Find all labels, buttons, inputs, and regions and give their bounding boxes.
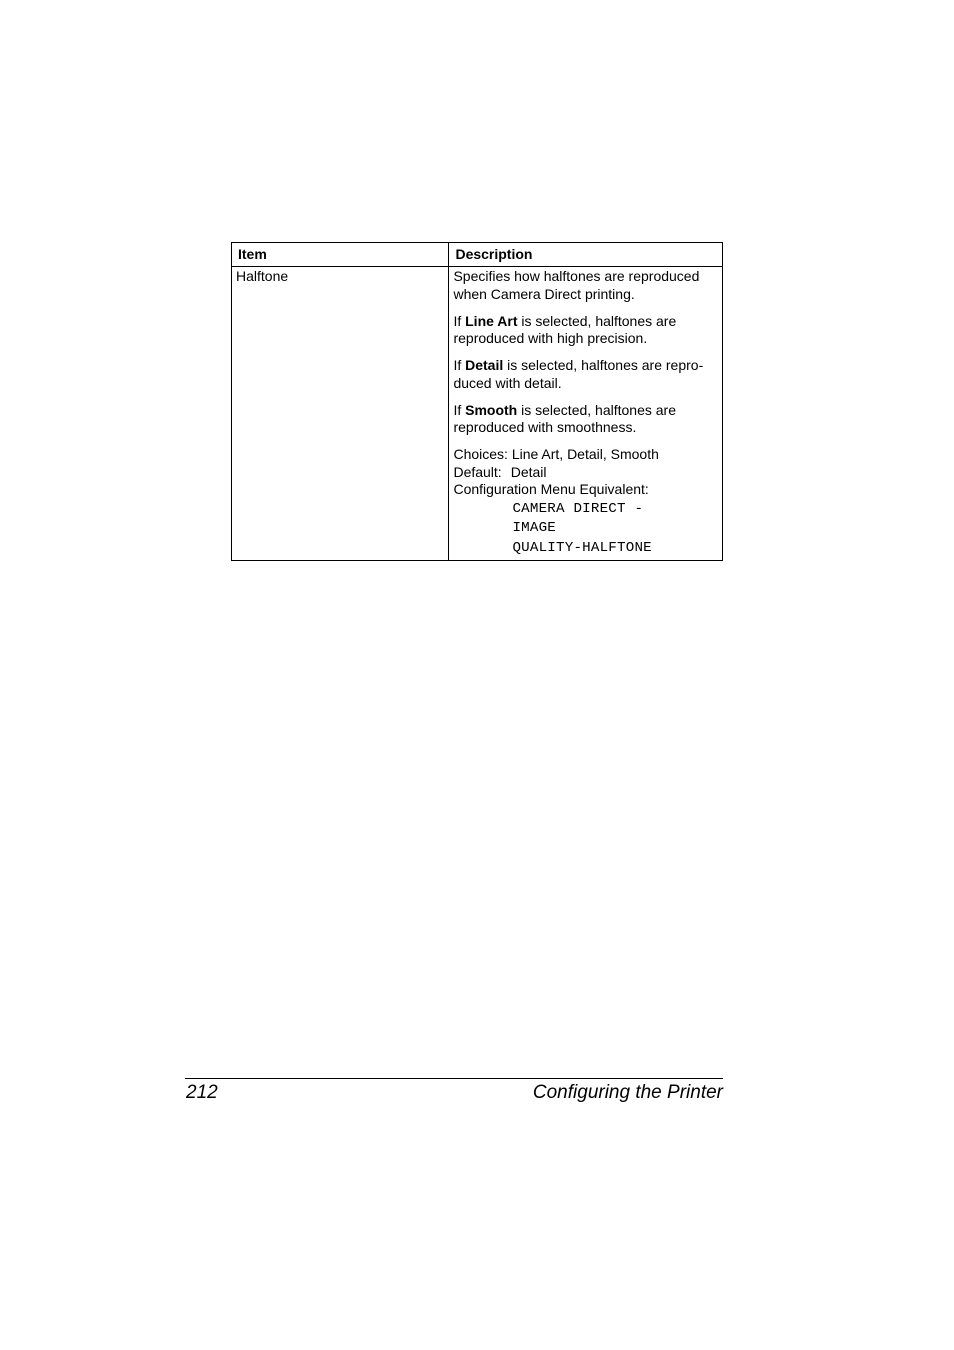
default-line	[453, 464, 718, 482]
choices-label: Choices:	[453, 446, 508, 462]
option-prefix: If	[453, 401, 466, 418]
menu-equivalent-label: Configuration Menu Equivalent:	[453, 481, 649, 497]
default-label: Default:	[453, 463, 502, 480]
chapter-title: Configuring the Printer	[532, 1082, 723, 1103]
header-item: Item	[232, 243, 449, 267]
option-suffix: is selected, halftones are repro-duced with detail.	[453, 357, 704, 391]
header-description: Description	[449, 243, 723, 267]
description-cell	[449, 267, 723, 561]
option-term: Detail	[465, 357, 504, 373]
description-intro: Specifies how halftones are reproduced when Camera Direct printing.	[453, 268, 700, 302]
option-smooth	[453, 402, 718, 437]
table-row	[232, 267, 723, 561]
option-prefix: If	[453, 357, 466, 373]
option-prefix: If	[453, 312, 466, 329]
item-cell: Halftone	[232, 267, 449, 561]
option-term: Smooth	[465, 401, 518, 418]
choices-block	[453, 446, 718, 558]
table-header-row	[232, 243, 723, 267]
menu-path-line: QUALITY-HALFTONE	[512, 539, 652, 556]
choices-value: Line Art, Detail, Smooth	[511, 446, 659, 462]
default-value: Detail	[510, 463, 547, 480]
option-term: Line Art	[465, 312, 518, 329]
menu-path-line: IMAGE	[512, 520, 557, 536]
choices-line	[453, 446, 718, 464]
footer-rule	[185, 1078, 723, 1079]
option-suffix: is selected, halftones are reproduced with smoothness.	[453, 401, 676, 435]
settings-table	[231, 242, 723, 561]
menu-path-line: CAMERA DIRECT -	[512, 500, 644, 517]
option-detail	[453, 357, 718, 392]
page-number: 212	[186, 1082, 218, 1103]
option-suffix: is selected, halftones are reproduced with high precision.	[453, 312, 677, 346]
option-line-art	[453, 313, 718, 348]
